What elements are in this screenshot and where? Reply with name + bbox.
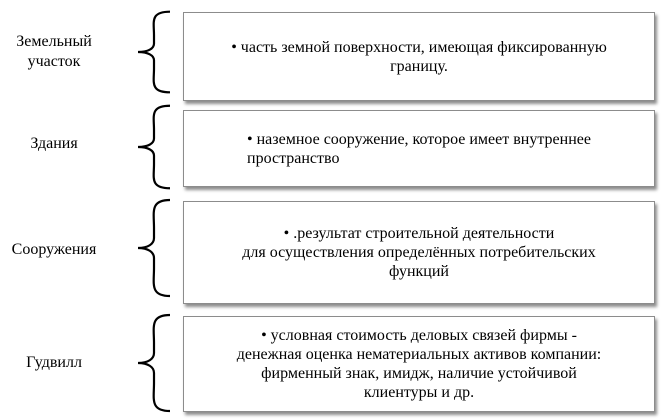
left-brace bbox=[136, 198, 172, 298]
left-brace bbox=[136, 104, 172, 190]
definition-text: • .результат строительной деятельности для осуществления определённых потребительских функций bbox=[242, 225, 596, 280]
term-label: Сооружения bbox=[11, 241, 97, 258]
left-brace bbox=[136, 313, 172, 413]
definition-box bbox=[183, 110, 655, 187]
definition-box bbox=[183, 316, 655, 412]
definition-text: • условная стоимость деловых связей фирмы - денежная оценка нематериальных активов компании: фирменный знак, имидж, наличие устойчивой клиентуры и др. bbox=[236, 327, 602, 401]
term-label: Здания bbox=[30, 135, 78, 152]
term-label: Земельный участок bbox=[16, 33, 92, 70]
definition-text: • наземное сооружение, которое имеет внутреннее пространство bbox=[247, 130, 591, 167]
left-brace bbox=[136, 10, 172, 94]
definition-box bbox=[183, 201, 655, 304]
definition-text: • часть земной поверхности, имеющая фиксированную границу. bbox=[231, 38, 607, 75]
definition-box bbox=[183, 12, 655, 101]
term-label: Гудвилл bbox=[26, 354, 82, 371]
